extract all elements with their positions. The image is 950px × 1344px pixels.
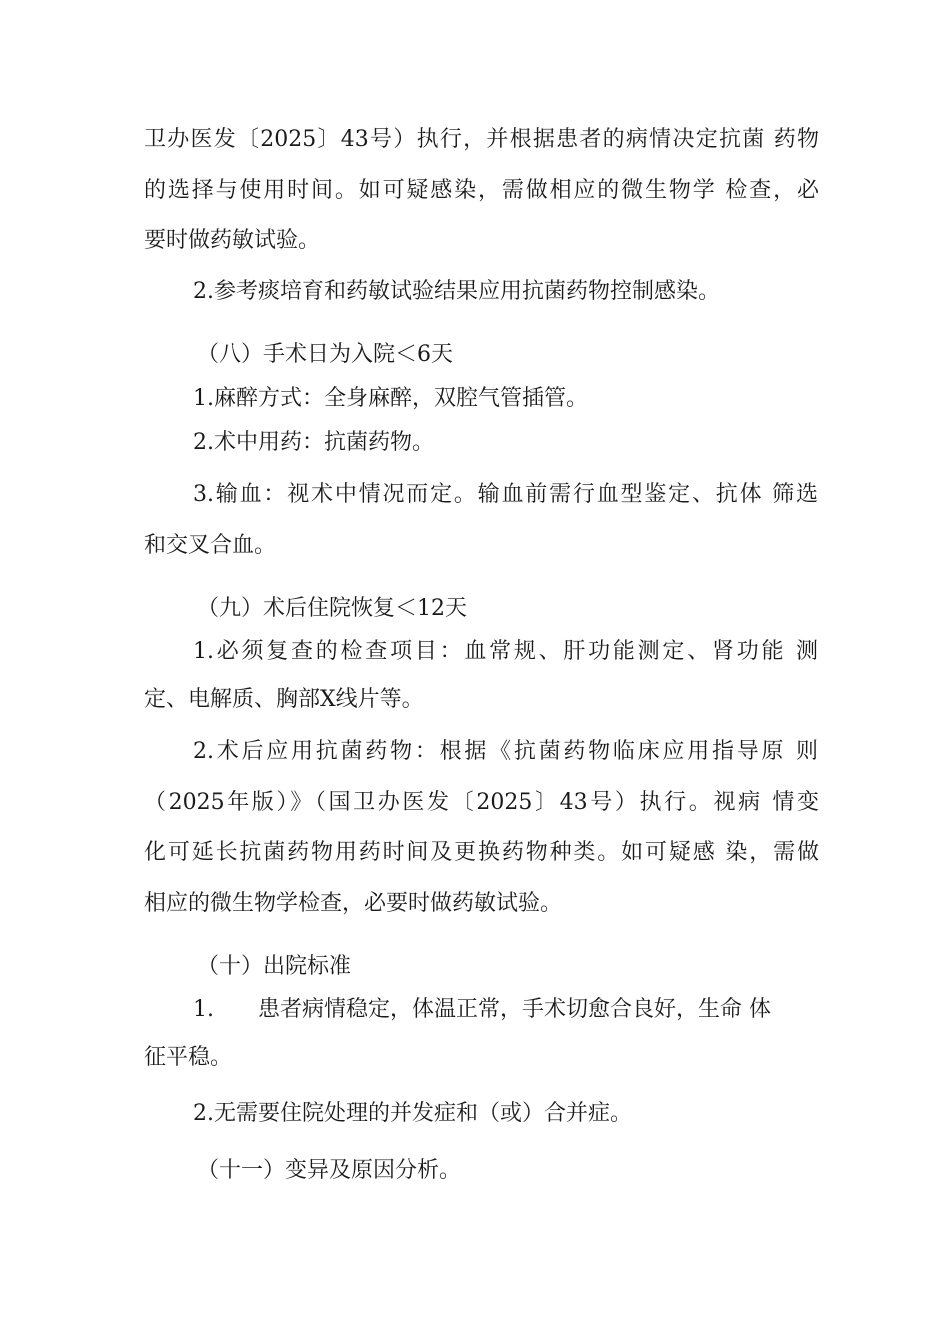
list-item: 2.术中用药：抗菌药物。: [193, 430, 434, 455]
text-line: 定、电解质、胸部X线片等。: [144, 687, 424, 712]
text-line: 的选择与使用时间。如可疑感染，需做相应的微生物学 检查，必: [144, 178, 819, 203]
text-line: 要时做药敏试验。: [144, 228, 321, 253]
list-item: [0, 995, 818, 1025]
section-heading: （十）出院标准: [197, 954, 352, 979]
section-heading: （九）术后住院恢复＜12天: [197, 596, 467, 621]
list-item: 1.麻醉方式：全身麻醉，双腔气管插管。: [193, 386, 588, 411]
list-item: 2.参考痰培育和药敏试验结果应用抗菌药物控制感染。: [193, 279, 720, 304]
list-number: 1.: [193, 997, 214, 1022]
section-heading: （十一）变异及原因分析。: [197, 1158, 462, 1183]
list-item: 3.输血：视术中情况而定。输血前需行血型鉴定、抗体 筛选: [193, 482, 818, 507]
text-line: 卫办医发〔2025〕43号）执行，并根据患者的病情决定抗菌 药物: [144, 127, 819, 152]
text-line: 化可延长抗菌药物用药时间及更换药物种类。如可疑感 染，需做: [144, 840, 819, 865]
list-item: 1.必须复查的检查项目：血常规、肝功能测定、肾功能 测: [193, 639, 818, 664]
list-item: 2.术后应用抗菌药物：根据《抗菌药物临床应用指导原 则: [193, 739, 818, 764]
text-line: （2025年版）》（国卫办医发〔2025〕43号）执行。视病 情变: [144, 790, 819, 815]
text-line: 和交叉合血。: [144, 533, 277, 558]
text-line: 相应的微生物学检查，必要时做药敏试验。: [144, 891, 563, 916]
text-line: 征平稳。: [144, 1045, 233, 1070]
list-item: 2.无需要住院处理的并发症和（或）合并症。: [193, 1101, 632, 1126]
list-item-text: 患者病情稳定，体温正常，手术切愈合良好，生命 体: [258, 997, 771, 1022]
section-heading: （八）手术日为入院＜6天: [197, 342, 453, 367]
